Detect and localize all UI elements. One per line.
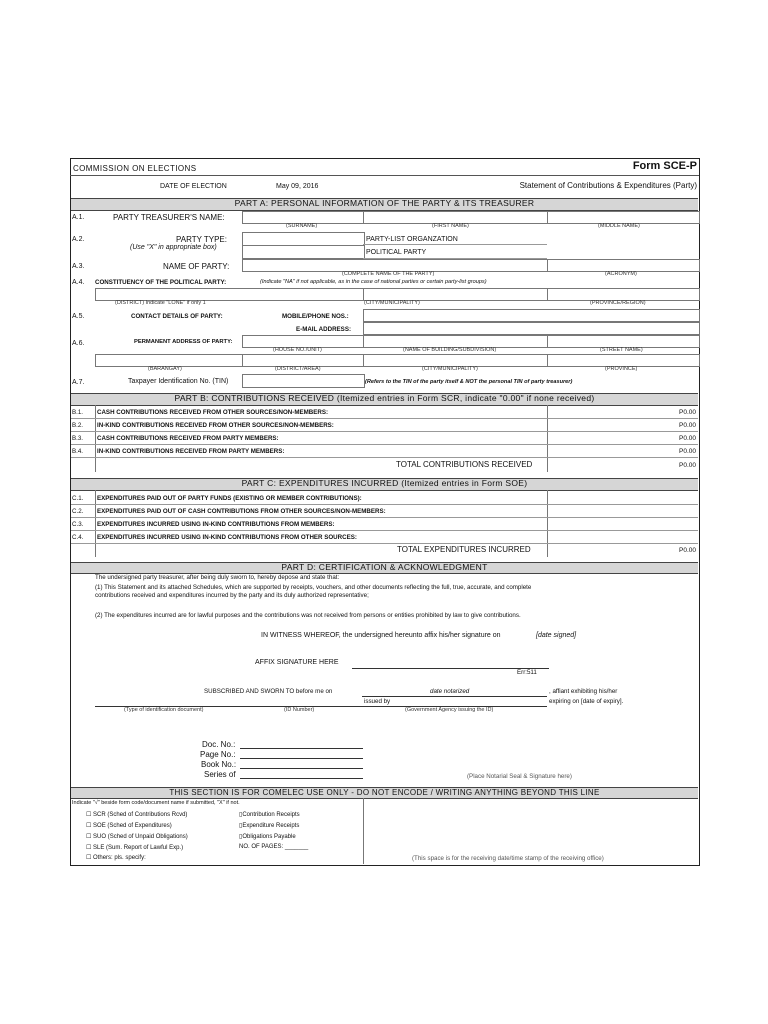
scr-label: SCR (Sched of Contributions Rcvd) <box>93 812 188 818</box>
indicate-instructions: Indicate "√" beside form code/document name if submitted, "X" if not. <box>72 800 240 806</box>
scr-item[interactable]: ☐ SCR (Sched of Contributions Rcvd) <box>86 812 188 818</box>
middle-name-caption: (MIDDLE NAME) <box>598 223 640 229</box>
statement-title: Statement of Contributions & Expenditures (Party) <box>519 181 697 190</box>
a2-sublabel: (Use "X" in appropriate box) <box>130 244 217 251</box>
b3-label: CASH CONTRIBUTIONS RECEIVED FROM PARTY MEMBERS: <box>97 435 279 442</box>
form-code: Form SCE-P <box>632 160 697 172</box>
b4-number: B.4. <box>72 448 84 455</box>
issued-by-label: issued by <box>364 698 391 705</box>
book-no-label: Book No.: <box>201 760 237 769</box>
divider <box>363 798 364 864</box>
issuing-agency-caption: (Government Agency issuing the ID) <box>405 707 494 713</box>
soe-label: SOE (Sched of Expenditures) <box>93 823 172 829</box>
divider <box>71 418 698 419</box>
mobile-label: MOBILE/PHONE NOS.: <box>282 313 349 320</box>
series-line[interactable] <box>240 778 363 779</box>
certification-item1-line2: contributions received and expenditures incurred by the party and its duly authorized representative; <box>95 592 369 599</box>
city-caption: (CITY/MUNICIPALITY) <box>364 300 420 306</box>
surname-caption: (SURNAME) <box>286 223 318 229</box>
id-number-caption: (ID Number) <box>284 707 315 713</box>
c4-label: EXPENDITURES INCURRED USING IN-KIND CONTRIBUTIONS FROM OTHER SOURCES: <box>97 534 357 541</box>
c2-number: C.2. <box>72 508 84 515</box>
divider <box>547 490 548 557</box>
divider <box>71 431 698 432</box>
party-list-checkbox[interactable] <box>242 232 365 246</box>
email-input[interactable] <box>363 322 700 335</box>
barangay-caption: (BARANGAY) <box>148 366 182 372</box>
divider <box>547 405 548 472</box>
suo-item[interactable]: ☐ SUO (Sched of Unpaid Obligations) <box>86 834 188 840</box>
expenditure-receipts-label: Expenditure Receipts <box>242 823 300 829</box>
c3-number: C.3. <box>72 521 84 528</box>
divider <box>71 457 698 458</box>
a6-label: PERMANENT ADDRESS OF PARTY: <box>134 339 233 345</box>
part-b-header <box>71 393 698 406</box>
divider <box>71 517 698 518</box>
a2-number: A.2. <box>72 236 85 243</box>
part-a-title: PART A: PERSONAL INFORMATION OF THE PARTY & ITS TREASURER <box>234 198 535 208</box>
witness-date: [date signed] <box>536 632 577 639</box>
certification-item2: (2) The expenditures incurred are for lawful purposes and the contributions was not received from persons or entities prohibited by law to give contributions. <box>95 612 521 619</box>
commission-name: COMMISSION ON ELECTIONS <box>73 164 197 173</box>
certification-item1-line1: (1) This Statement and its attached Schedules, which are supported by receipts, vouchers, and other documents reflecting the full, true, accurate, and complete <box>95 584 532 591</box>
street-caption: (STREET NAME) <box>600 347 643 353</box>
c1-number: C.1. <box>72 495 84 502</box>
acronym-caption: (ACRONYM) <box>605 271 637 277</box>
others-item[interactable]: ☐ Others: pls. specify: <box>86 855 146 861</box>
date-of-election-value: May 09, 2016 <box>276 183 319 190</box>
a4-number: A.4. <box>72 279 85 286</box>
page-no-line[interactable] <box>240 758 363 759</box>
b1-number: B.1. <box>72 409 84 416</box>
b1-label: CASH CONTRIBUTIONS RECEIVED FROM OTHER SOURCES/NON-MEMBERS: <box>97 409 329 416</box>
certification-intro: The undersigned party treasurer, after being duly sworn to, hereby depose and state that: <box>95 574 340 581</box>
a4-note: (Indicate "NA" if not applicable, as in the case of national parties or certain party-list groups) <box>260 279 487 285</box>
first-name-caption: (FIRST NAME) <box>432 223 469 229</box>
b2-label: IN-KIND CONTRIBUTIONS RECEIVED FROM OTHER SOURCES/NON-MEMBERS: <box>97 422 334 429</box>
a7-label: Taxpayer Identification No. (TIN) <box>128 378 229 385</box>
political-party-option: POLITICAL PARTY <box>366 249 427 256</box>
contribution-receipts-label: Contribution Receipts <box>242 812 300 818</box>
a5-label: CONTACT DETAILS OF PARTY: <box>131 313 223 320</box>
part-d-title: PART D: CERTIFICATION & ACKNOWLEDGMENT <box>281 562 488 572</box>
party-list-option: PARTY-LIST ORGANZATION <box>366 236 458 243</box>
email-label: E-MAIL ADDRESS: <box>296 326 352 333</box>
political-party-checkbox[interactable] <box>242 245 365 259</box>
b3-number: B.3. <box>72 435 84 442</box>
comelec-header <box>71 787 698 799</box>
b4-label: IN-KIND CONTRIBUTIONS RECEIVED FROM PARTY MEMBERS: <box>97 448 285 455</box>
sworn-statement: SUBSCRIBED AND SWORN TO before me on <box>204 688 333 695</box>
error-code: Err:511 <box>517 669 537 676</box>
party-name-caption: (COMPLETE NAME OF THE PARTY) <box>342 271 435 277</box>
total-expenditures-label: TOTAL EXPENDITURES INCURRED <box>397 545 531 554</box>
stamp-caption: (This space is for the receiving date/time stamp of the receiving office) <box>412 855 604 862</box>
mobile-input[interactable] <box>363 309 700 322</box>
contribution-receipts-item[interactable]: ▯Contribution Receipts <box>239 812 300 818</box>
a5-number: A.5. <box>72 313 85 320</box>
b3-amount: P0.00 <box>679 435 696 442</box>
a7-note: (Refers to the TIN of the party itself & NOT the personal TIN of party treasurer) <box>365 379 573 385</box>
a1-label: PARTY TREASURER'S NAME: <box>113 213 225 222</box>
notarial-seal-caption: (Place Notarial Seal & Signature here) <box>467 773 572 780</box>
b1-amount: P0.00 <box>679 409 696 416</box>
no-of-pages[interactable]: NO. OF PAGES: _______ <box>239 844 309 850</box>
others-label: Others: pls. specify: <box>93 855 146 861</box>
c1-label: EXPENDITURES PAID OUT OF PARTY FUNDS (EXISTING OR MEMBER CONTRIBUTIONS): <box>97 495 362 502</box>
total-contributions-amount: P0.00 <box>679 462 696 469</box>
a7-number: A.7. <box>72 379 85 386</box>
obligations-payable-label: Obligations Payable <box>242 834 296 840</box>
suo-label: SUO (Sched of Unpaid Obligations) <box>93 834 188 840</box>
total-contributions-label: TOTAL CONTRIBUTIONS RECEIVED <box>396 460 533 469</box>
doc-no-label: Doc. No.: <box>202 740 236 749</box>
part-c-title: PART C: EXPENDITURES INCURRED (Itemized entries in Form SOE) <box>241 478 528 488</box>
soe-item[interactable]: ☐ SOE (Sched of Expenditures) <box>86 823 172 829</box>
part-d-header <box>71 562 698 574</box>
doc-no-line[interactable] <box>240 748 363 749</box>
id-type-caption: (Type of identification document) <box>124 707 204 713</box>
c3-label: EXPENDITURES INCURRED USING IN-KIND CONTRIBUTIONS FROM MEMBERS: <box>97 521 335 528</box>
divider <box>70 175 699 176</box>
a6-number: A.6. <box>72 340 85 347</box>
district-caption: (DISTRICT) Indicate "LONE" if only 1 <box>115 300 206 306</box>
comelec-title: THIS SECTION IS FOR COMELEC USE ONLY - DO NOT ENCODE / WRITING ANYTHING BEYOND THIS LINE <box>169 788 600 797</box>
date-notarized: date notarized <box>430 688 470 695</box>
affiant-text: , affiant exhibiting his/her <box>549 688 618 695</box>
a3-label: NAME OF PARTY: <box>163 262 230 271</box>
witness-statement: IN WITNESS WHEREOF, the undersigned hereunto affix his/her signature on <box>261 632 501 639</box>
district-area-caption: (DISTRICT/AREA) <box>275 366 321 372</box>
building-caption: (NAME OF BUILDING/SUBDIVISION) <box>403 347 497 353</box>
a3-number: A.3. <box>72 263 85 270</box>
house-caption: (HOUSE NO./UNIT) <box>273 347 322 353</box>
address-city-caption: (CITY/MUNICIPALITY) <box>422 366 478 372</box>
divider <box>71 530 698 531</box>
divider <box>95 405 96 472</box>
total-expenditures-amount: P0.00 <box>679 547 696 554</box>
page-no-label: Page No.: <box>200 750 236 759</box>
divider <box>363 244 547 245</box>
a2-label: PARTY TYPE: <box>176 235 227 244</box>
a1-number: A.1. <box>72 214 85 221</box>
date-of-election-label: DATE OF ELECTION <box>160 183 227 190</box>
expiring-text: expiring on [date of expiry]. <box>549 698 624 705</box>
part-b-title: PART B: CONTRIBUTIONS RECEIVED (Itemized entries in Form SCR, indicate "0.00" if none received) <box>174 393 595 403</box>
b4-amount: P0.00 <box>679 448 696 455</box>
sle-item[interactable]: ☐ SLE (Sum. Report of Lawful Exp.) <box>86 845 184 851</box>
part-c-header <box>71 478 698 491</box>
divider <box>71 444 698 445</box>
a4-label: CONSTITUENCY OF THE POLITICAL PARTY: <box>95 279 227 286</box>
b2-amount: P0.00 <box>679 422 696 429</box>
sle-label: SLE (Sum. Report of Lawful Exp.) <box>93 845 184 851</box>
series-label: Series of <box>204 770 236 779</box>
book-no-line[interactable] <box>240 768 363 769</box>
divider <box>95 490 96 557</box>
part-a-header <box>71 198 698 211</box>
b2-number: B.2. <box>72 422 84 429</box>
c4-number: C.4. <box>72 534 84 541</box>
c2-label: EXPENDITURES PAID OUT OF CASH CONTRIBUTIONS FROM OTHER SOURCES/NON-MEMBERS: <box>97 508 386 515</box>
divider <box>71 543 698 544</box>
tin-input[interactable] <box>242 374 365 388</box>
divider <box>71 504 698 505</box>
date-notarized-line[interactable] <box>362 696 547 697</box>
address-province-caption: (PROVINCE) <box>605 366 638 372</box>
affix-signature-label: AFFIX SIGNATURE HERE <box>255 659 339 666</box>
obligations-payable-item[interactable]: ▯Obligations Payable <box>239 834 296 840</box>
expenditure-receipts-item[interactable]: ▯Expenditure Receipts <box>239 823 300 829</box>
province-region-caption: (PROVINCE/REGION) <box>590 300 646 306</box>
